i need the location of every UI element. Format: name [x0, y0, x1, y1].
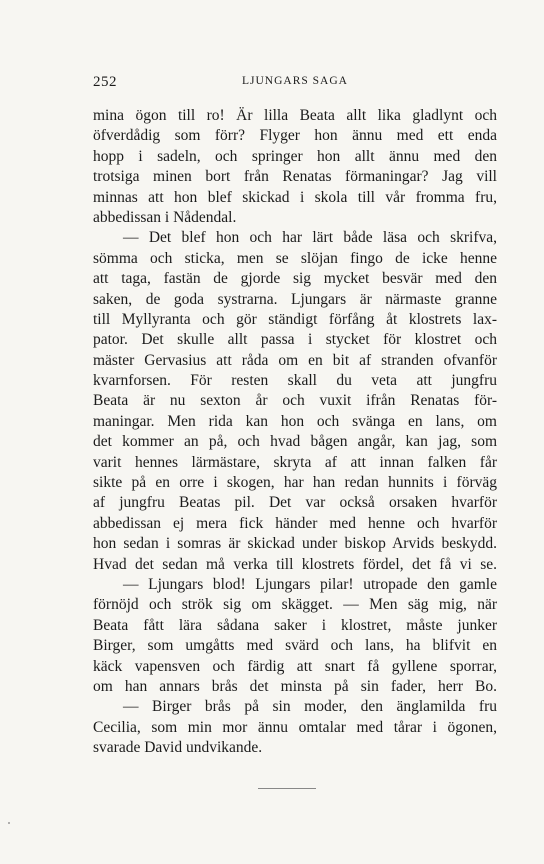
text-line: hopp i sadeln, och springer hon allt ännu med den	[93, 147, 497, 165]
running-title: LJUNGARS SAGA	[242, 75, 348, 87]
text-line: minnas att hon blef skickad i skola till vår fromma fru,	[93, 188, 497, 206]
text-line: maningar. Men rida kan hon och svänga en lans, om	[93, 412, 497, 430]
text-line: mina ögon till ro! Är lilla Beata allt lika gladlynt och	[93, 107, 497, 124]
page-header	[93, 74, 497, 94]
text-line: af jungfru Beatas pil. Det var också orsaken hvarför	[93, 494, 497, 512]
text-line: varit hennes lärmästare, skryta af att innan falken får	[93, 453, 497, 471]
text-line: käck vapensven och färdig att snart få gyllene sporrar,	[93, 657, 497, 675]
text-line: förnöjd och strök sig om skägget. — Men säg mig, när	[93, 596, 497, 614]
text-line: trotsiga minen bort från Renatas förmaningar? Jag vill	[93, 168, 497, 186]
text-line: till Myllyranta och gör ständigt förfång åt klostrets lax-	[93, 310, 497, 328]
text-line: Birger, som umgåtts med svärd och lans, ha blifvit en	[93, 637, 497, 655]
text-line: om han annars brås det minsta på sin fader, herr Bo.	[93, 677, 497, 695]
text-line: Cecilia, som min mor ännu omtalar med tårar i ögonen,	[93, 718, 497, 736]
text-line: abbedissan ej mera fick händer med henne och hvarför	[93, 514, 497, 532]
end-divider	[258, 788, 316, 789]
text-line: hon sedan i somras är skickad under biskop Arvids beskydd.	[93, 535, 497, 553]
text-line: — Ljungars blod! Ljungars pilar! utropade den gamle	[123, 575, 497, 593]
text-line: sömma och sticka, men se slöjan fingo de icke henne	[93, 249, 497, 267]
text-line: svarade David undvikande.	[93, 739, 263, 757]
text-line: mäster Gervasius att råda om en bit af stranden ofvanför	[93, 351, 497, 369]
text-line: — Birger brås på sin moder, den änglamilda fru	[123, 698, 497, 716]
page-number: 252	[93, 74, 117, 90]
text-line: abbedissan i Nådendal.	[93, 208, 237, 226]
text-line: öfverdådig som förr? Flyger hon ännu med ett enda	[93, 127, 497, 145]
text-line: att taga, fastän de gjorde sig mycket besvär med den	[93, 270, 497, 288]
text-line: det kommer an på, och hvad bågen angår, kan jag, som	[93, 433, 497, 451]
text-line: sikte på en orre i skogen, har han redan hunnits i förväg	[93, 474, 497, 492]
text-line: Beata är nu sexton år och vuxit ifrån Renatas för-	[93, 392, 497, 410]
text-line: pator. Det skulle allt passa i stycket för klostret och	[93, 331, 497, 349]
text-line: — Det blef hon och har lärt både läsa och skrifva,	[123, 229, 497, 247]
text-line: saken, de goda systrarna. Ljungars är närmaste granne	[93, 290, 497, 308]
book-page	[93, 74, 497, 759]
body-text	[93, 106, 497, 759]
text-line: Hvad det sedan må verka till klostrets fördel, det få vi se.	[93, 555, 497, 573]
text-line: kvarnforsen. För resten skall du veta att jungfru	[93, 372, 497, 390]
margin-speck	[8, 822, 10, 824]
text-line: Beata fått lära sådana saker i klostret, måste junker	[93, 616, 497, 634]
